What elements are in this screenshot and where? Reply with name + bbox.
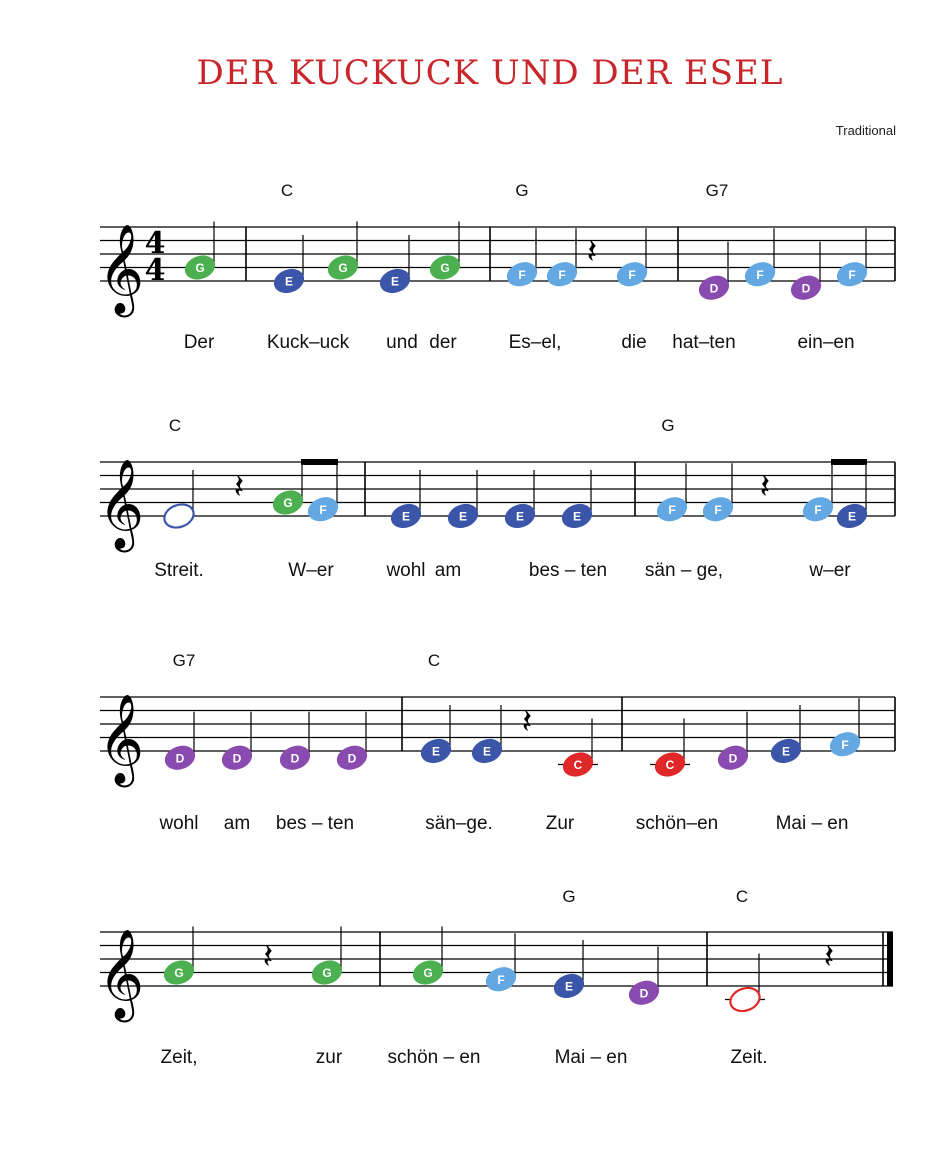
lyric-syllable: die bbox=[621, 332, 647, 353]
note-E bbox=[834, 462, 870, 531]
note-C bbox=[650, 719, 690, 780]
staff-system bbox=[98, 694, 895, 788]
lyric-syllable: Es–el, bbox=[508, 332, 562, 353]
quarter-rest-icon: 𝄽 bbox=[262, 937, 274, 977]
lyric-syllable: hat–ten bbox=[672, 332, 736, 353]
lyric-syllable: ein–en bbox=[797, 332, 855, 353]
staff-system bbox=[98, 927, 893, 1024]
note-D bbox=[788, 242, 824, 303]
chord-symbol: G bbox=[661, 416, 675, 435]
quarter-rest-icon: 𝄽 bbox=[233, 467, 245, 507]
note-letter: E bbox=[401, 509, 411, 524]
note-letter: G bbox=[338, 261, 348, 275]
note-G bbox=[309, 927, 345, 988]
lyric-syllable: sän – ge, bbox=[644, 560, 724, 581]
note-D bbox=[334, 712, 370, 773]
note-letter: E bbox=[781, 744, 791, 759]
beam bbox=[831, 459, 867, 465]
note-E bbox=[445, 470, 481, 531]
note-F bbox=[305, 462, 341, 525]
lyric-syllable: Zeit, bbox=[160, 1047, 198, 1068]
note-letter: D bbox=[290, 751, 300, 766]
treble-clef-icon: 𝄞 bbox=[98, 459, 145, 549]
lyric-syllable: bes – ten bbox=[528, 560, 608, 581]
note-letter: E bbox=[174, 509, 184, 524]
chord-symbol: C bbox=[735, 887, 749, 906]
note-letter: F bbox=[628, 267, 636, 282]
note-letter: D bbox=[728, 751, 738, 766]
lyric-syllable: bes – ten bbox=[275, 813, 355, 834]
note-letter: E bbox=[564, 979, 574, 994]
final-bar-line bbox=[887, 932, 893, 986]
note-letter: F bbox=[814, 502, 822, 517]
note-letter: G bbox=[440, 261, 450, 275]
note-G bbox=[161, 927, 197, 988]
note-E bbox=[161, 470, 197, 531]
note-letter: G bbox=[174, 966, 184, 980]
treble-clef-icon: 𝄞 bbox=[98, 929, 145, 1019]
note-letter: E bbox=[482, 744, 492, 759]
note-E bbox=[271, 235, 307, 296]
note-D bbox=[219, 712, 255, 773]
chord-symbol: G bbox=[562, 887, 576, 906]
note-F bbox=[800, 462, 836, 525]
note-letter: E bbox=[458, 509, 468, 524]
lyric-syllable: wohl bbox=[159, 813, 199, 834]
note-E bbox=[768, 705, 804, 766]
lyric-syllable: sän–ge. bbox=[425, 813, 493, 834]
note-letter: F bbox=[668, 502, 676, 517]
note-letter: G bbox=[283, 496, 293, 510]
note-letter: F bbox=[756, 267, 764, 282]
lyric-syllable: Der bbox=[183, 332, 215, 353]
note-letter: F bbox=[848, 267, 856, 282]
lyric-syllable: Mai – en bbox=[554, 1047, 628, 1068]
composer-credit: Traditional bbox=[835, 123, 896, 138]
note-letter: D bbox=[347, 751, 357, 766]
chord-symbol: G7 bbox=[172, 651, 196, 670]
chord-symbol: C bbox=[427, 651, 441, 670]
note-G bbox=[182, 222, 218, 283]
quarter-rest-icon: 𝄽 bbox=[759, 467, 771, 507]
note-letter: D bbox=[801, 281, 811, 296]
lyric-syllable: zur bbox=[315, 1047, 343, 1068]
chord-symbol: C bbox=[168, 416, 182, 435]
note-letter: F bbox=[497, 972, 505, 987]
note-letter: E bbox=[431, 744, 441, 759]
note-letter: E bbox=[284, 274, 294, 289]
page-title: DER KUCKUCK UND DER ESEL bbox=[196, 53, 784, 93]
lyric-syllable: Zur bbox=[545, 813, 575, 834]
note-D bbox=[277, 712, 313, 773]
lyric-syllable: W–er bbox=[288, 560, 334, 581]
staff-system bbox=[98, 222, 895, 319]
note-letter: D bbox=[175, 751, 185, 766]
staff-system bbox=[98, 459, 895, 553]
chord-symbol: G7 bbox=[705, 181, 729, 200]
note-D bbox=[626, 947, 662, 1008]
note-letter: C bbox=[573, 758, 583, 772]
note-letter: D bbox=[709, 281, 719, 296]
lyric-syllable: w–er bbox=[809, 560, 851, 581]
note-E bbox=[388, 470, 424, 531]
lyric-syllable: Streit. bbox=[154, 560, 204, 581]
lyric-syllable: wohl bbox=[386, 560, 426, 581]
note-C bbox=[558, 719, 598, 780]
note-E bbox=[551, 940, 587, 1001]
time-signature-bottom: 4 bbox=[144, 253, 166, 288]
quarter-rest-icon: 𝄽 bbox=[521, 702, 533, 742]
note-G bbox=[410, 927, 446, 988]
note-letter: D bbox=[232, 751, 242, 766]
note-letter: D bbox=[639, 986, 649, 1001]
note-letter: F bbox=[558, 267, 566, 282]
note-letter: F bbox=[319, 502, 327, 517]
note-letter: G bbox=[423, 966, 433, 980]
note-G bbox=[270, 462, 306, 518]
treble-clef-icon: 𝄞 bbox=[98, 694, 145, 784]
lyric-syllable: schön – en bbox=[387, 1047, 481, 1068]
lyric-syllable: der bbox=[429, 332, 457, 353]
note-letter: E bbox=[515, 509, 525, 524]
quarter-rest-icon: 𝄽 bbox=[586, 232, 598, 272]
note-letter: C bbox=[740, 993, 750, 1007]
note-letter: F bbox=[518, 267, 526, 282]
note-E bbox=[377, 235, 413, 296]
note-D bbox=[162, 712, 198, 773]
note-G bbox=[427, 222, 463, 283]
lyric-syllable: und bbox=[386, 332, 418, 353]
lyric-syllable: Kuck–uck bbox=[266, 332, 350, 353]
lyric-syllable: am bbox=[434, 560, 462, 581]
lyric-syllable: am bbox=[223, 813, 251, 834]
quarter-rest-icon: 𝄽 bbox=[823, 937, 835, 977]
note-E bbox=[559, 470, 595, 531]
lyric-syllable: schön–en bbox=[635, 813, 719, 834]
note-letter: E bbox=[847, 509, 857, 524]
note-D bbox=[696, 242, 732, 303]
note-C bbox=[725, 954, 765, 1015]
note-letter: C bbox=[665, 758, 675, 772]
treble-clef-icon: 𝄞 bbox=[98, 224, 145, 314]
note-letter: E bbox=[572, 509, 582, 524]
note-D bbox=[715, 712, 751, 773]
note-E bbox=[469, 705, 505, 766]
beam bbox=[301, 459, 338, 465]
lyric-syllable: Zeit. bbox=[730, 1047, 768, 1068]
note-E bbox=[418, 705, 454, 766]
note-letter: G bbox=[195, 261, 205, 275]
note-letter: F bbox=[714, 502, 722, 517]
note-E bbox=[502, 470, 538, 531]
note-G bbox=[325, 222, 361, 283]
chord-symbol: G bbox=[515, 181, 529, 200]
lyric-syllable: Mai – en bbox=[775, 813, 849, 834]
note-letter: G bbox=[322, 966, 332, 980]
note-letter: F bbox=[841, 737, 849, 752]
note-letter: E bbox=[390, 274, 400, 289]
chord-symbol: C bbox=[280, 181, 294, 200]
time-signature-top: 4 bbox=[144, 226, 166, 261]
